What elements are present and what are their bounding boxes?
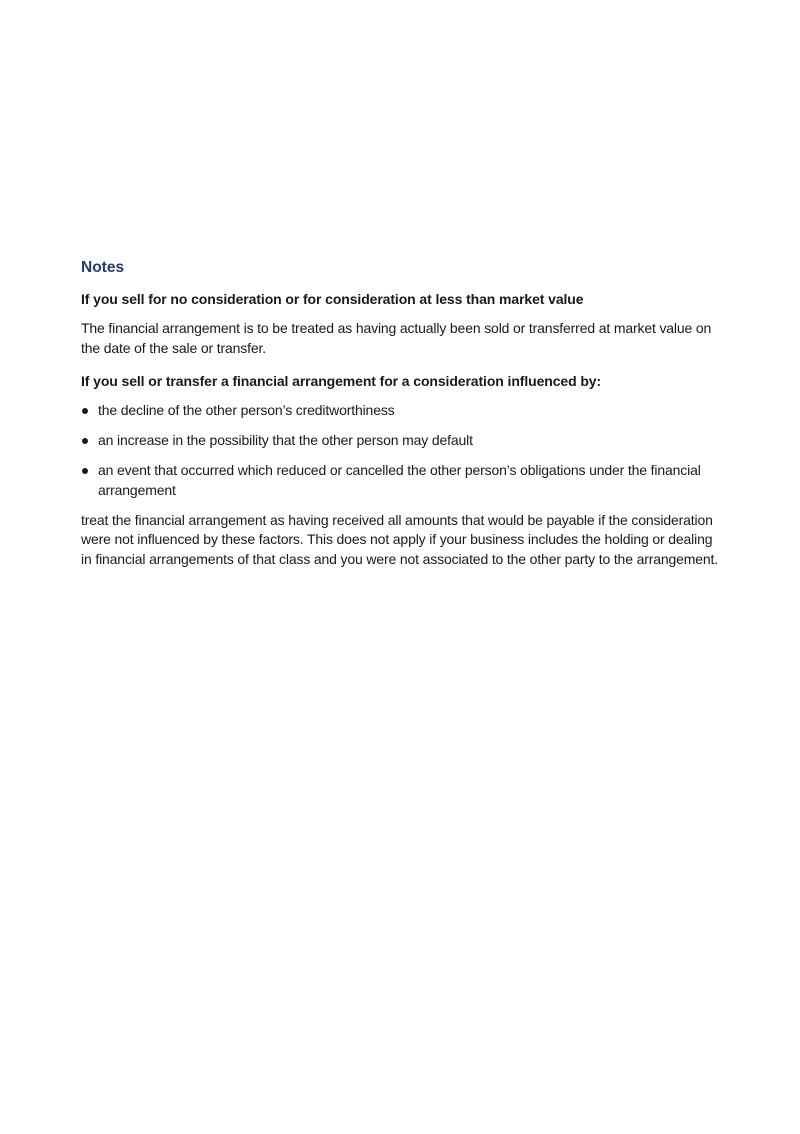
section-heading-influenced-consideration: If you sell or transfer a financial arrangement for a consideration influenced by:: [81, 373, 602, 389]
list-item: [81, 401, 721, 421]
list-item: [81, 431, 721, 451]
section-paragraph-treatment: treat the financial arrangement as having received all amounts that would be payable if the consideration were not influenced by these factors. This does not apply if your business includes the holding or dealing in financial arrangements of that class and you were not associated to the other party to the arrangement.: [81, 511, 719, 567]
factor-list: [81, 401, 721, 500]
list-item: [81, 461, 721, 500]
bullet-icon: [82, 468, 88, 474]
notes-section: [81, 258, 721, 583]
bullet-icon: [82, 438, 88, 444]
list-item-text: an event that occurred which reduced or cancelled the other person’s obligations under the financial arrangement: [98, 462, 701, 498]
section-paragraph-market-value: The financial arrangement is to be treated as having actually been sold or transferred at market value on the date of the sale or transfer.: [81, 320, 712, 356]
notes-heading: Notes: [81, 259, 125, 276]
bullet-icon: [82, 408, 88, 414]
section-heading-no-consideration: If you sell for no consideration or for consideration at less than market value: [81, 291, 584, 307]
list-item-text: the decline of the other person’s creditworthiness: [98, 402, 395, 418]
list-item-text: an increase in the possibility that the other person may default: [98, 432, 473, 448]
